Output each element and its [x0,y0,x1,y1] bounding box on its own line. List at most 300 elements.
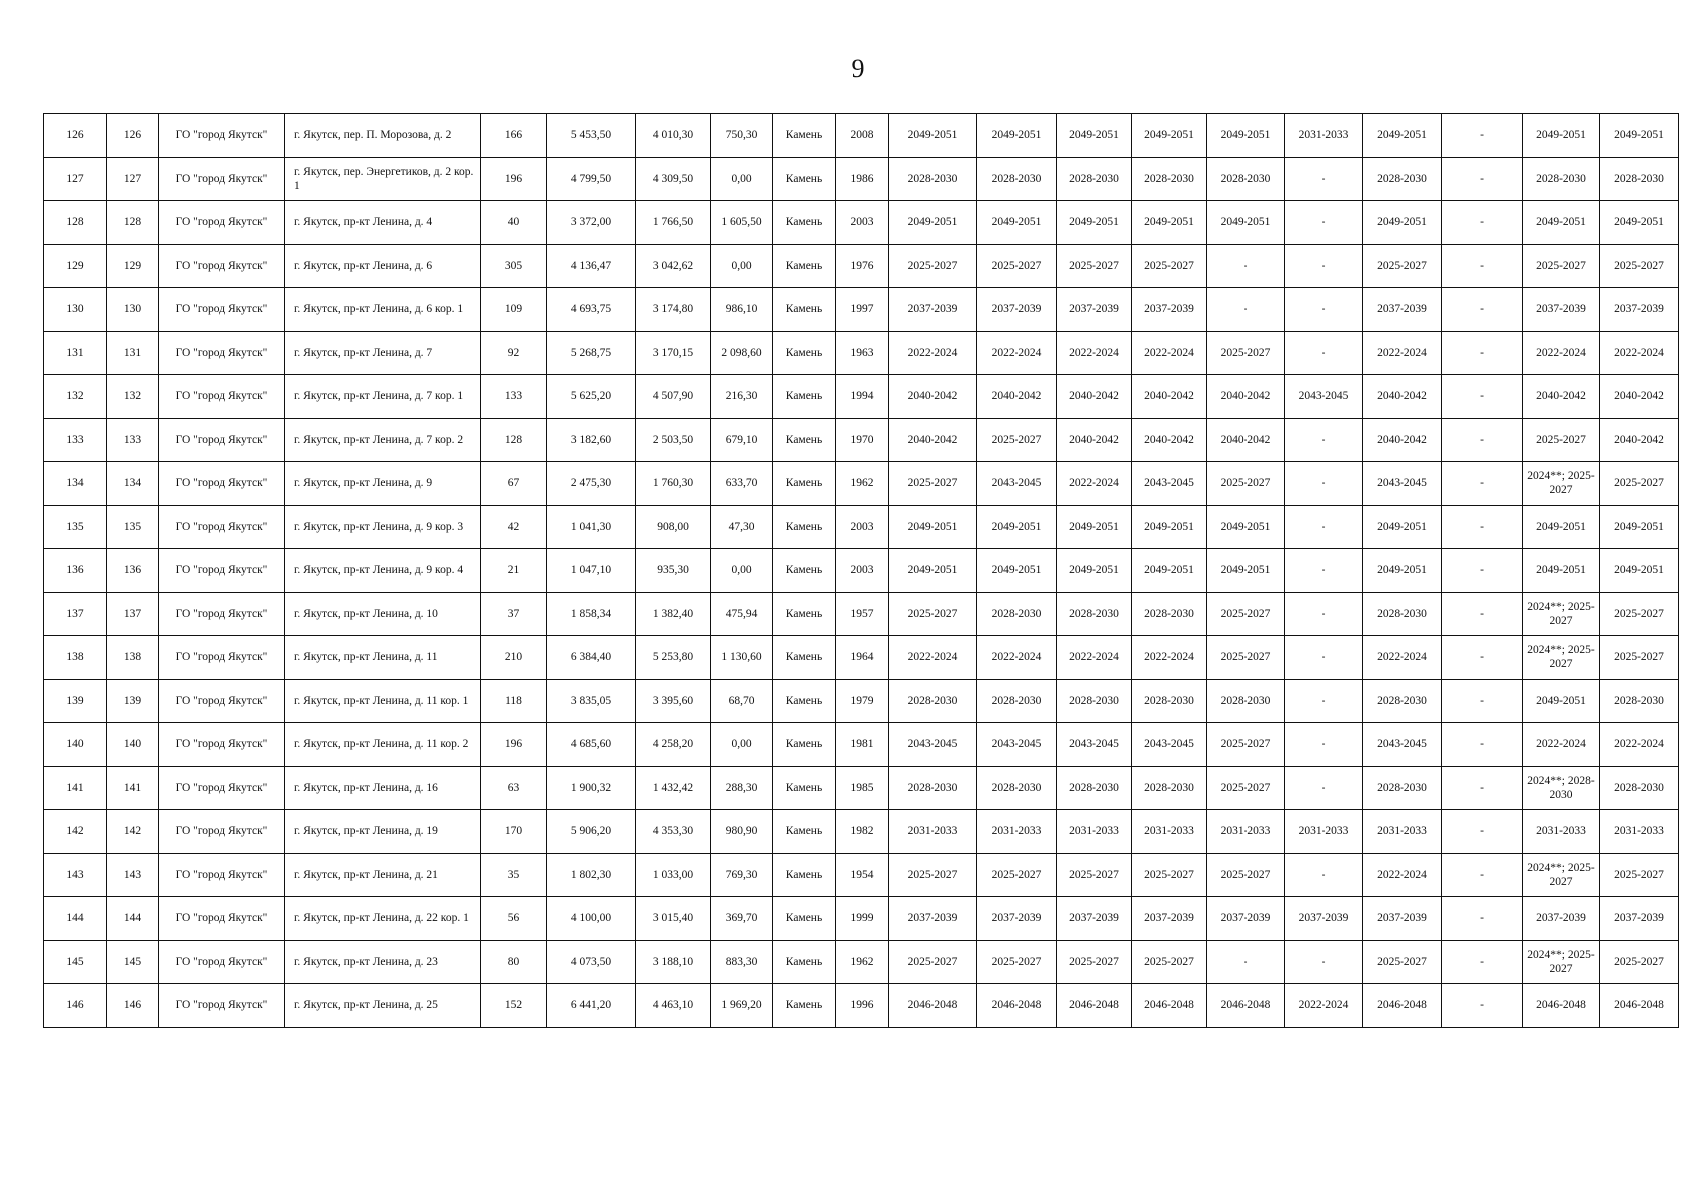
term-7-cell: 2040-2042 [1363,418,1442,462]
residents-cell: 35 [481,853,547,897]
residential-area-cell: 4 258,20 [636,723,711,767]
row-number-cell: 132 [44,375,107,419]
row-number-cell: 144 [44,897,107,941]
term-3-cell: 2028-2030 [1057,766,1132,810]
table-row [44,375,1679,419]
term-2-cell: 2043-2045 [977,723,1057,767]
row-number-cell: 134 [44,462,107,506]
registry-number-cell: 137 [107,592,159,636]
municipality-cell: ГО "город Якутск" [159,505,285,549]
nonresidential-area-cell: 986,10 [711,288,773,332]
address-cell: г. Якутск, пр-кт Ленина, д. 19 [285,810,481,854]
term-4-cell: 2028-2030 [1132,766,1207,810]
table-row [44,897,1679,941]
wall-material-cell: Камень [773,418,836,462]
total-area-cell: 3 835,05 [547,679,636,723]
term-2-cell: 2046-2048 [977,984,1057,1028]
term-6-cell: - [1285,853,1363,897]
term-5-cell: 2025-2027 [1207,723,1285,767]
term-4-cell: 2025-2027 [1132,244,1207,288]
nonresidential-area-cell: 288,30 [711,766,773,810]
nonresidential-area-cell: 750,30 [711,114,773,158]
term-10-cell: 2025-2027 [1600,462,1679,506]
term-3-cell: 2049-2051 [1057,549,1132,593]
term-6-cell: - [1285,288,1363,332]
page-number: 9 [851,54,865,83]
municipality-cell: ГО "город Якутск" [159,375,285,419]
term-1-cell: 2025-2027 [889,853,977,897]
term-10-cell: 2022-2024 [1600,723,1679,767]
table-row [44,505,1679,549]
table-row [44,462,1679,506]
nonresidential-area-cell: 0,00 [711,157,773,201]
term-6-cell: - [1285,418,1363,462]
table-row [44,592,1679,636]
term-1-cell: 2025-2027 [889,462,977,506]
residents-cell: 210 [481,636,547,680]
residential-area-cell: 4 353,30 [636,810,711,854]
term-8-cell: - [1442,288,1523,332]
commission-year-cell: 1954 [836,853,889,897]
commission-year-cell: 1963 [836,331,889,375]
term-2-cell: 2043-2045 [977,462,1057,506]
table-row [44,288,1679,332]
term-2-cell: 2025-2027 [977,853,1057,897]
address-cell: г. Якутск, пр-кт Ленина, д. 25 [285,984,481,1028]
term-8-cell: - [1442,723,1523,767]
nonresidential-area-cell: 980,90 [711,810,773,854]
address-cell: г. Якутск, пр-кт Ленина, д. 4 [285,201,481,245]
term-5-cell: 2025-2027 [1207,766,1285,810]
term-5-cell: 2049-2051 [1207,549,1285,593]
term-3-cell: 2037-2039 [1057,288,1132,332]
term-3-cell: 2037-2039 [1057,897,1132,941]
term-4-cell: 2031-2033 [1132,810,1207,854]
term-10-cell: 2031-2033 [1600,810,1679,854]
wall-material-cell: Камень [773,679,836,723]
table-row [44,679,1679,723]
table-row [44,244,1679,288]
commission-year-cell: 1962 [836,462,889,506]
wall-material-cell: Камень [773,244,836,288]
term-9-cell: 2024**; 2025-2027 [1523,462,1600,506]
table-row [44,810,1679,854]
term-4-cell: 2043-2045 [1132,723,1207,767]
term-9-cell: 2022-2024 [1523,723,1600,767]
term-9-cell: 2024**; 2025-2027 [1523,853,1600,897]
term-3-cell: 2040-2042 [1057,418,1132,462]
term-4-cell: 2043-2045 [1132,462,1207,506]
term-8-cell: - [1442,766,1523,810]
row-number-cell: 139 [44,679,107,723]
term-8-cell: - [1442,114,1523,158]
registry-number-cell: 134 [107,462,159,506]
term-10-cell: 2037-2039 [1600,897,1679,941]
address-cell: г. Якутск, пр-кт Ленина, д. 11 [285,636,481,680]
term-10-cell: 2022-2024 [1600,331,1679,375]
term-5-cell: 2049-2051 [1207,505,1285,549]
term-1-cell: 2025-2027 [889,940,977,984]
row-number-cell: 141 [44,766,107,810]
term-6-cell: - [1285,462,1363,506]
registry-number-cell: 140 [107,723,159,767]
term-7-cell: 2043-2045 [1363,462,1442,506]
term-8-cell: - [1442,157,1523,201]
municipality-cell: ГО "город Якутск" [159,288,285,332]
term-7-cell: 2037-2039 [1363,897,1442,941]
term-2-cell: 2028-2030 [977,592,1057,636]
wall-material-cell: Камень [773,636,836,680]
row-number-cell: 145 [44,940,107,984]
commission-year-cell: 1996 [836,984,889,1028]
term-5-cell: 2025-2027 [1207,592,1285,636]
term-9-cell: 2022-2024 [1523,331,1600,375]
total-area-cell: 4 073,50 [547,940,636,984]
term-4-cell: 2022-2024 [1132,636,1207,680]
term-8-cell: - [1442,549,1523,593]
term-4-cell: 2028-2030 [1132,679,1207,723]
residents-cell: 63 [481,766,547,810]
term-6-cell: - [1285,766,1363,810]
row-number-cell: 143 [44,853,107,897]
commission-year-cell: 2003 [836,201,889,245]
row-number-cell: 130 [44,288,107,332]
municipality-cell: ГО "город Якутск" [159,418,285,462]
term-5-cell: 2037-2039 [1207,897,1285,941]
term-9-cell: 2049-2051 [1523,549,1600,593]
term-6-cell: 2037-2039 [1285,897,1363,941]
residential-area-cell: 1 760,30 [636,462,711,506]
wall-material-cell: Камень [773,288,836,332]
residents-cell: 109 [481,288,547,332]
commission-year-cell: 1985 [836,766,889,810]
term-8-cell: - [1442,592,1523,636]
commission-year-cell: 1981 [836,723,889,767]
registry-number-cell: 133 [107,418,159,462]
term-10-cell: 2049-2051 [1600,201,1679,245]
term-7-cell: 2028-2030 [1363,592,1442,636]
term-8-cell: - [1442,897,1523,941]
address-cell: г. Якутск, пр-кт Ленина, д. 7 кор. 2 [285,418,481,462]
address-cell: г. Якутск, пер. П. Морозова, д. 2 [285,114,481,158]
term-6-cell: - [1285,636,1363,680]
term-8-cell: - [1442,853,1523,897]
residential-area-cell: 1 766,50 [636,201,711,245]
term-5-cell: 2040-2042 [1207,418,1285,462]
term-6-cell: 2043-2045 [1285,375,1363,419]
term-5-cell: - [1207,288,1285,332]
term-7-cell: 2049-2051 [1363,201,1442,245]
residents-cell: 40 [481,201,547,245]
term-7-cell: 2046-2048 [1363,984,1442,1028]
housing-table [43,113,1679,1028]
row-number-cell: 140 [44,723,107,767]
residential-area-cell: 3 042,62 [636,244,711,288]
municipality-cell: ГО "город Якутск" [159,592,285,636]
term-1-cell: 2025-2027 [889,244,977,288]
residential-area-cell: 3 174,80 [636,288,711,332]
term-8-cell: - [1442,984,1523,1028]
registry-number-cell: 138 [107,636,159,680]
nonresidential-area-cell: 47,30 [711,505,773,549]
term-4-cell: 2049-2051 [1132,549,1207,593]
term-3-cell: 2049-2051 [1057,114,1132,158]
term-8-cell: - [1442,810,1523,854]
term-5-cell: 2049-2051 [1207,201,1285,245]
term-1-cell: 2046-2048 [889,984,977,1028]
term-9-cell: 2040-2042 [1523,375,1600,419]
table-row [44,157,1679,201]
term-3-cell: 2040-2042 [1057,375,1132,419]
row-number-cell: 142 [44,810,107,854]
wall-material-cell: Камень [773,592,836,636]
wall-material-cell: Камень [773,810,836,854]
term-6-cell: - [1285,549,1363,593]
table-row [44,114,1679,158]
term-9-cell: 2037-2039 [1523,288,1600,332]
municipality-cell: ГО "город Якутск" [159,897,285,941]
residents-cell: 166 [481,114,547,158]
commission-year-cell: 1979 [836,679,889,723]
term-1-cell: 2022-2024 [889,636,977,680]
municipality-cell: ГО "город Якутск" [159,679,285,723]
term-2-cell: 2049-2051 [977,201,1057,245]
term-9-cell: 2028-2030 [1523,157,1600,201]
term-2-cell: 2049-2051 [977,505,1057,549]
residents-cell: 37 [481,592,547,636]
municipality-cell: ГО "город Якутск" [159,636,285,680]
address-cell: г. Якутск, пр-кт Ленина, д. 11 кор. 1 [285,679,481,723]
residents-cell: 92 [481,331,547,375]
term-3-cell: 2025-2027 [1057,940,1132,984]
commission-year-cell: 1970 [836,418,889,462]
term-1-cell: 2040-2042 [889,375,977,419]
nonresidential-area-cell: 679,10 [711,418,773,462]
term-10-cell: 2028-2030 [1600,766,1679,810]
residents-cell: 118 [481,679,547,723]
term-8-cell: - [1442,679,1523,723]
term-3-cell: 2022-2024 [1057,636,1132,680]
total-area-cell: 1 041,30 [547,505,636,549]
term-4-cell: 2037-2039 [1132,897,1207,941]
residents-cell: 305 [481,244,547,288]
residents-cell: 42 [481,505,547,549]
total-area-cell: 1 858,34 [547,592,636,636]
row-number-cell: 137 [44,592,107,636]
municipality-cell: ГО "город Якутск" [159,114,285,158]
term-7-cell: 2049-2051 [1363,505,1442,549]
term-10-cell: 2025-2027 [1600,244,1679,288]
term-6-cell: - [1285,592,1363,636]
term-6-cell: 2022-2024 [1285,984,1363,1028]
term-7-cell: 2025-2027 [1363,940,1442,984]
table-body [44,114,1679,1028]
municipality-cell: ГО "город Якутск" [159,810,285,854]
term-3-cell: 2028-2030 [1057,157,1132,201]
wall-material-cell: Камень [773,157,836,201]
row-number-cell: 135 [44,505,107,549]
table-row [44,766,1679,810]
wall-material-cell: Камень [773,331,836,375]
address-cell: г. Якутск, пер. Энергетиков, д. 2 кор. 1 [285,157,481,201]
table-row [44,549,1679,593]
wall-material-cell: Камень [773,201,836,245]
total-area-cell: 1 802,30 [547,853,636,897]
wall-material-cell: Камень [773,723,836,767]
registry-number-cell: 129 [107,244,159,288]
commission-year-cell: 1997 [836,288,889,332]
row-number-cell: 138 [44,636,107,680]
term-7-cell: 2028-2030 [1363,766,1442,810]
residents-cell: 170 [481,810,547,854]
registry-number-cell: 136 [107,549,159,593]
term-10-cell: 2040-2042 [1600,375,1679,419]
term-6-cell: - [1285,940,1363,984]
address-cell: г. Якутск, пр-кт Ленина, д. 16 [285,766,481,810]
term-1-cell: 2028-2030 [889,157,977,201]
total-area-cell: 5 625,20 [547,375,636,419]
term-5-cell: - [1207,940,1285,984]
municipality-cell: ГО "город Якутск" [159,331,285,375]
residential-area-cell: 1 432,42 [636,766,711,810]
term-3-cell: 2049-2051 [1057,505,1132,549]
term-7-cell: 2049-2051 [1363,549,1442,593]
term-2-cell: 2022-2024 [977,636,1057,680]
term-7-cell: 2028-2030 [1363,157,1442,201]
registry-number-cell: 130 [107,288,159,332]
wall-material-cell: Камень [773,766,836,810]
residential-area-cell: 908,00 [636,505,711,549]
residents-cell: 128 [481,418,547,462]
residential-area-cell: 2 503,50 [636,418,711,462]
commission-year-cell: 1964 [836,636,889,680]
term-9-cell: 2025-2027 [1523,418,1600,462]
term-5-cell: 2025-2027 [1207,331,1285,375]
registry-number-cell: 144 [107,897,159,941]
registry-number-cell: 127 [107,157,159,201]
term-5-cell: 2025-2027 [1207,462,1285,506]
term-1-cell: 2043-2045 [889,723,977,767]
nonresidential-area-cell: 883,30 [711,940,773,984]
term-9-cell: 2049-2051 [1523,201,1600,245]
term-10-cell: 2049-2051 [1600,114,1679,158]
row-number-cell: 146 [44,984,107,1028]
term-2-cell: 2028-2030 [977,157,1057,201]
term-9-cell: 2031-2033 [1523,810,1600,854]
residents-cell: 196 [481,723,547,767]
row-number-cell: 127 [44,157,107,201]
address-cell: г. Якутск, пр-кт Ленина, д. 6 [285,244,481,288]
municipality-cell: ГО "город Якутск" [159,244,285,288]
term-9-cell: 2046-2048 [1523,984,1600,1028]
residential-area-cell: 3 395,60 [636,679,711,723]
table-row [44,636,1679,680]
term-8-cell: - [1442,418,1523,462]
nonresidential-area-cell: 1 605,50 [711,201,773,245]
term-6-cell: - [1285,679,1363,723]
address-cell: г. Якутск, пр-кт Ленина, д. 9 кор. 4 [285,549,481,593]
term-1-cell: 2049-2051 [889,114,977,158]
term-3-cell: 2043-2045 [1057,723,1132,767]
residents-cell: 56 [481,897,547,941]
municipality-cell: ГО "город Якутск" [159,984,285,1028]
term-4-cell: 2028-2030 [1132,157,1207,201]
term-5-cell: 2025-2027 [1207,853,1285,897]
term-2-cell: 2025-2027 [977,244,1057,288]
term-5-cell: 2028-2030 [1207,157,1285,201]
term-4-cell: 2040-2042 [1132,375,1207,419]
wall-material-cell: Камень [773,853,836,897]
total-area-cell: 5 268,75 [547,331,636,375]
wall-material-cell: Камень [773,984,836,1028]
municipality-cell: ГО "город Якутск" [159,766,285,810]
nonresidential-area-cell: 68,70 [711,679,773,723]
table-row [44,201,1679,245]
commission-year-cell: 1999 [836,897,889,941]
registry-number-cell: 132 [107,375,159,419]
residential-area-cell: 935,30 [636,549,711,593]
term-5-cell: 2040-2042 [1207,375,1285,419]
term-7-cell: 2022-2024 [1363,331,1442,375]
term-8-cell: - [1442,375,1523,419]
residential-area-cell: 1 033,00 [636,853,711,897]
nonresidential-area-cell: 216,30 [711,375,773,419]
total-area-cell: 3 372,00 [547,201,636,245]
residential-area-cell: 4 507,90 [636,375,711,419]
address-cell: г. Якутск, пр-кт Ленина, д. 6 кор. 1 [285,288,481,332]
address-cell: г. Якутск, пр-кт Ленина, д. 7 [285,331,481,375]
term-7-cell: 2022-2024 [1363,636,1442,680]
residential-area-cell: 4 010,30 [636,114,711,158]
commission-year-cell: 1986 [836,157,889,201]
term-1-cell: 2049-2051 [889,549,977,593]
registry-number-cell: 146 [107,984,159,1028]
term-6-cell: 2031-2033 [1285,114,1363,158]
address-cell: г. Якутск, пр-кт Ленина, д. 9 кор. 3 [285,505,481,549]
commission-year-cell: 2003 [836,549,889,593]
total-area-cell: 5 906,20 [547,810,636,854]
residential-area-cell: 3 170,15 [636,331,711,375]
term-4-cell: 2028-2030 [1132,592,1207,636]
nonresidential-area-cell: 769,30 [711,853,773,897]
municipality-cell: ГО "город Якутск" [159,723,285,767]
term-1-cell: 2025-2027 [889,592,977,636]
term-4-cell: 2049-2051 [1132,201,1207,245]
row-number-cell: 136 [44,549,107,593]
term-7-cell: 2028-2030 [1363,679,1442,723]
municipality-cell: ГО "город Якутск" [159,462,285,506]
table-row [44,723,1679,767]
residential-area-cell: 3 188,10 [636,940,711,984]
term-9-cell: 2025-2027 [1523,244,1600,288]
term-5-cell: 2049-2051 [1207,114,1285,158]
term-9-cell: 2024**; 2028-2030 [1523,766,1600,810]
registry-number-cell: 145 [107,940,159,984]
table-row [44,418,1679,462]
table-row [44,940,1679,984]
term-6-cell: - [1285,201,1363,245]
municipality-cell: ГО "город Якутск" [159,201,285,245]
commission-year-cell: 1957 [836,592,889,636]
table-row [44,331,1679,375]
residential-area-cell: 4 463,10 [636,984,711,1028]
term-6-cell: - [1285,505,1363,549]
total-area-cell: 4 693,75 [547,288,636,332]
term-6-cell: - [1285,723,1363,767]
term-10-cell: 2049-2051 [1600,505,1679,549]
table-row [44,853,1679,897]
term-1-cell: 2040-2042 [889,418,977,462]
